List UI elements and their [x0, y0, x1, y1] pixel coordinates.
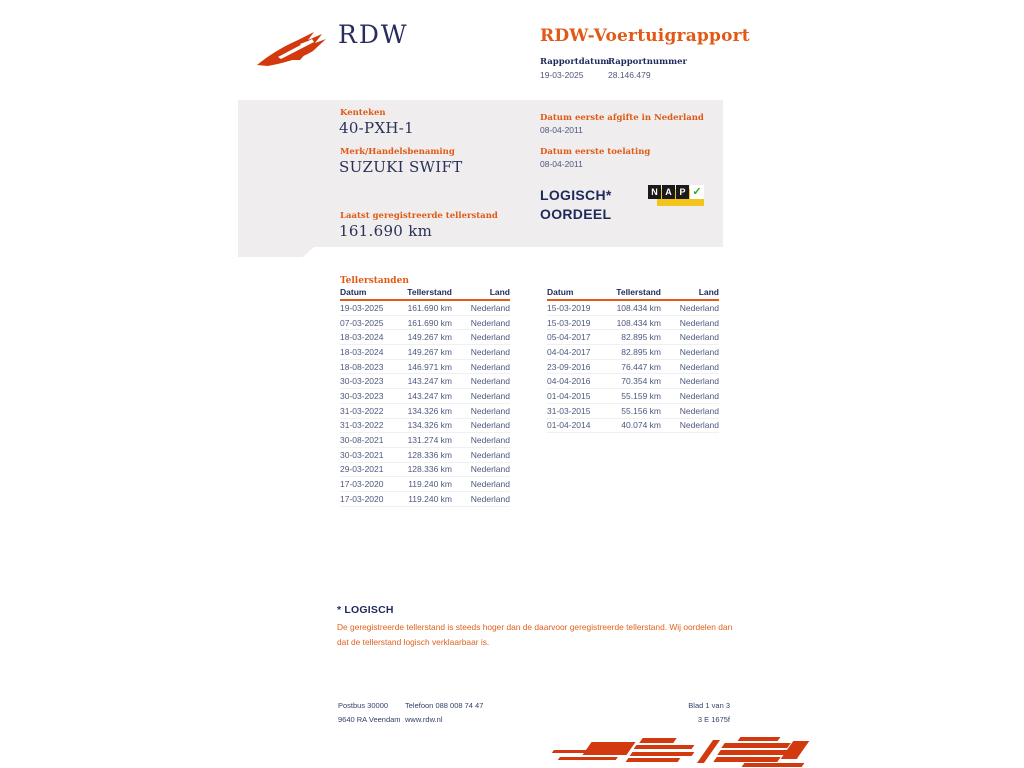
table-row [340, 419, 510, 434]
cell-datum: 30-03-2023 [340, 390, 384, 401]
nap-letter-a: A [662, 185, 675, 199]
cell-land: Nederland [470, 479, 510, 490]
table-header-row [340, 289, 510, 301]
cell-land: Nederland [470, 493, 510, 504]
report-date-label: Rapportdatum [540, 57, 610, 67]
cell-land: Nederland [679, 376, 719, 387]
cell-datum: 15-03-2019 [547, 302, 591, 313]
laatste-tellerstand-value: 161.690 km [339, 222, 433, 240]
cell-datum: 01-04-2015 [547, 390, 591, 401]
table-row [340, 463, 510, 478]
cell-tellerstand: 134.326 km [407, 420, 452, 431]
table-header-row [547, 289, 719, 301]
nap-letter-n: N [648, 185, 661, 199]
cell-land: Nederland [679, 346, 719, 357]
speed-stripes-graphic [543, 735, 805, 768]
cell-tellerstand: 119.240 km [408, 479, 452, 490]
footer-contact [405, 699, 483, 727]
footer-page-indicator: Blad 1 van 3 [688, 701, 730, 710]
cell-tellerstand: 161.690 km [407, 302, 452, 313]
cell-tellerstand: 128.336 km [407, 449, 452, 460]
table-row [547, 419, 719, 434]
footer-meta [630, 699, 730, 727]
footer-address-line2: 9640 RA Veendam [338, 715, 401, 724]
cell-datum: 05-04-2017 [547, 332, 591, 343]
cell-tellerstand: 108.434 km [616, 317, 661, 328]
cell-datum: 31-03-2022 [340, 420, 384, 431]
footer-form-code: 3 E 1675f [697, 715, 730, 724]
cell-land: Nederland [679, 332, 719, 343]
col-land: Land [698, 287, 719, 297]
cell-land: Nederland [679, 317, 719, 328]
cell-datum: 18-08-2023 [340, 361, 384, 372]
cell-land: Nederland [679, 390, 719, 401]
table-body [547, 301, 719, 433]
cell-tellerstand: 161.690 km [407, 317, 452, 328]
nap-check-icon: ✓ [690, 185, 704, 199]
table-row [547, 345, 719, 360]
logisch-note-heading: * LOGISCH [337, 604, 394, 616]
cell-tellerstand: 131.274 km [407, 435, 452, 446]
report-number-value: 28.146.479 [608, 70, 651, 80]
table-row [340, 477, 510, 492]
col-datum: Datum [547, 287, 574, 297]
cell-datum: 30-08-2021 [340, 435, 384, 446]
nap-letter-p: P [676, 185, 689, 199]
logisch-note-body: De geregistreerde tellerstand is steeds hoger dan de daarvoor geregistreerde tellerstand. Wij oordelen dan dat de tellerstand logisch verklaarbaar is. [337, 622, 733, 647]
table-row [340, 316, 510, 331]
cell-datum: 04-04-2017 [547, 346, 591, 357]
merk-value: SUZUKI SWIFT [339, 158, 463, 176]
oordeel-line1: LOGISCH* [540, 187, 612, 203]
cell-land: Nederland [470, 302, 510, 313]
cell-datum: 19-03-2025 [340, 302, 384, 313]
col-land: Land [489, 287, 510, 297]
table-row [340, 360, 510, 375]
table-row [340, 389, 510, 404]
rdw-logo-bird-icon [256, 26, 334, 68]
table-row [547, 316, 719, 331]
cell-tellerstand: 143.247 km [407, 390, 452, 401]
cell-land: Nederland [470, 376, 510, 387]
table-row [340, 330, 510, 345]
eerste-toelating-value: 08-04-2011 [540, 159, 583, 169]
tellerstanden-table-right [547, 289, 719, 433]
cell-datum: 17-03-2020 [340, 493, 384, 504]
cell-land: Nederland [470, 390, 510, 401]
rdw-wordmark: RDW [338, 20, 409, 49]
table-row [340, 301, 510, 316]
cell-land: Nederland [679, 302, 719, 313]
cell-datum: 30-03-2023 [340, 376, 384, 387]
cell-tellerstand: 82.895 km [621, 346, 661, 357]
cell-tellerstand: 70.354 km [621, 376, 661, 387]
table-row [340, 374, 510, 389]
table-row [340, 433, 510, 448]
cell-land: Nederland [679, 420, 719, 431]
cell-land: Nederland [470, 464, 510, 475]
tellerstanden-title: Tellerstanden [340, 276, 409, 286]
cell-land: Nederland [470, 435, 510, 446]
cell-tellerstand: 146.971 km [407, 361, 452, 372]
table-row [547, 404, 719, 419]
cell-land: Nederland [679, 405, 719, 416]
kenteken-label: Kenteken [340, 108, 386, 118]
cell-tellerstand: 134.326 km [407, 405, 452, 416]
table-row [340, 404, 510, 419]
table-row [547, 301, 719, 316]
cell-land: Nederland [470, 405, 510, 416]
merk-label: Merk/Handelsbenaming [340, 147, 455, 157]
cell-land: Nederland [470, 317, 510, 328]
cell-land: Nederland [470, 332, 510, 343]
cell-datum: 23-09-2016 [547, 361, 591, 372]
cell-tellerstand: 76.447 km [621, 361, 661, 372]
cell-tellerstand: 149.267 km [407, 346, 452, 357]
table-row [547, 360, 719, 375]
cell-tellerstand: 128.336 km [407, 464, 452, 475]
cell-tellerstand: 108.434 km [616, 302, 661, 313]
oordeel-line2: OORDEEL [540, 206, 612, 222]
eerste-toelating-label: Datum eerste toelating [540, 147, 651, 157]
cell-datum: 01-04-2014 [547, 420, 591, 431]
table-row [340, 448, 510, 463]
laatste-tellerstand-label: Laatst geregistreerde tellerstand [340, 211, 498, 221]
table-row [547, 330, 719, 345]
footer-phone: Telefoon 088 008 74 47 [405, 701, 484, 710]
footer-website: www.rdw.nl [405, 715, 443, 724]
eerste-afgifte-label: Datum eerste afgifte in Nederland [540, 113, 704, 123]
table-row [340, 345, 510, 360]
cell-datum: 18-03-2024 [340, 332, 384, 343]
report-title: RDW-Voertuigrapport [540, 26, 750, 46]
cell-tellerstand: 40.074 km [621, 420, 661, 431]
col-datum: Datum [340, 287, 367, 297]
cell-datum: 29-03-2021 [340, 464, 384, 475]
cell-tellerstand: 82.895 km [621, 332, 661, 343]
report-number-label: Rapportnummer [608, 57, 687, 67]
cell-land: Nederland [470, 449, 510, 460]
vehicle-summary-panel-tab [238, 247, 314, 257]
kenteken-value: 40-PXH-1 [339, 119, 415, 137]
footer-address [338, 699, 401, 727]
col-tellerstand: Tellerstand [407, 287, 452, 297]
cell-datum: 30-03-2021 [340, 449, 384, 460]
col-tellerstand: Tellerstand [616, 287, 661, 297]
cell-tellerstand: 55.159 km [621, 390, 661, 401]
cell-tellerstand: 55.156 km [621, 405, 661, 416]
cell-land: Nederland [470, 420, 510, 431]
cell-tellerstand: 119.240 km [408, 493, 452, 504]
cell-datum: 04-04-2016 [547, 376, 591, 387]
cell-land: Nederland [679, 361, 719, 372]
cell-datum: 17-03-2020 [340, 479, 384, 490]
cell-datum: 18-03-2024 [340, 346, 384, 357]
eerste-afgifte-value: 08-04-2011 [540, 125, 583, 135]
footer-address-line1: Postbus 30000 [338, 701, 389, 710]
oordeel-text [540, 186, 612, 224]
table-row [340, 492, 510, 507]
cell-tellerstand: 143.247 km [407, 376, 452, 387]
table-row [547, 374, 719, 389]
report-date-value: 19-03-2025 [540, 70, 584, 80]
table-body [340, 301, 510, 507]
tellerstanden-table-left [340, 289, 510, 507]
cell-datum: 31-03-2022 [340, 405, 384, 416]
table-row [547, 389, 719, 404]
cell-land: Nederland [470, 361, 510, 372]
cell-datum: 15-03-2019 [547, 317, 591, 328]
nap-logo [648, 185, 706, 207]
cell-datum: 07-03-2025 [340, 317, 384, 328]
cell-datum: 31-03-2015 [547, 405, 591, 416]
cell-tellerstand: 149.267 km [407, 332, 452, 343]
cell-land: Nederland [470, 346, 510, 357]
